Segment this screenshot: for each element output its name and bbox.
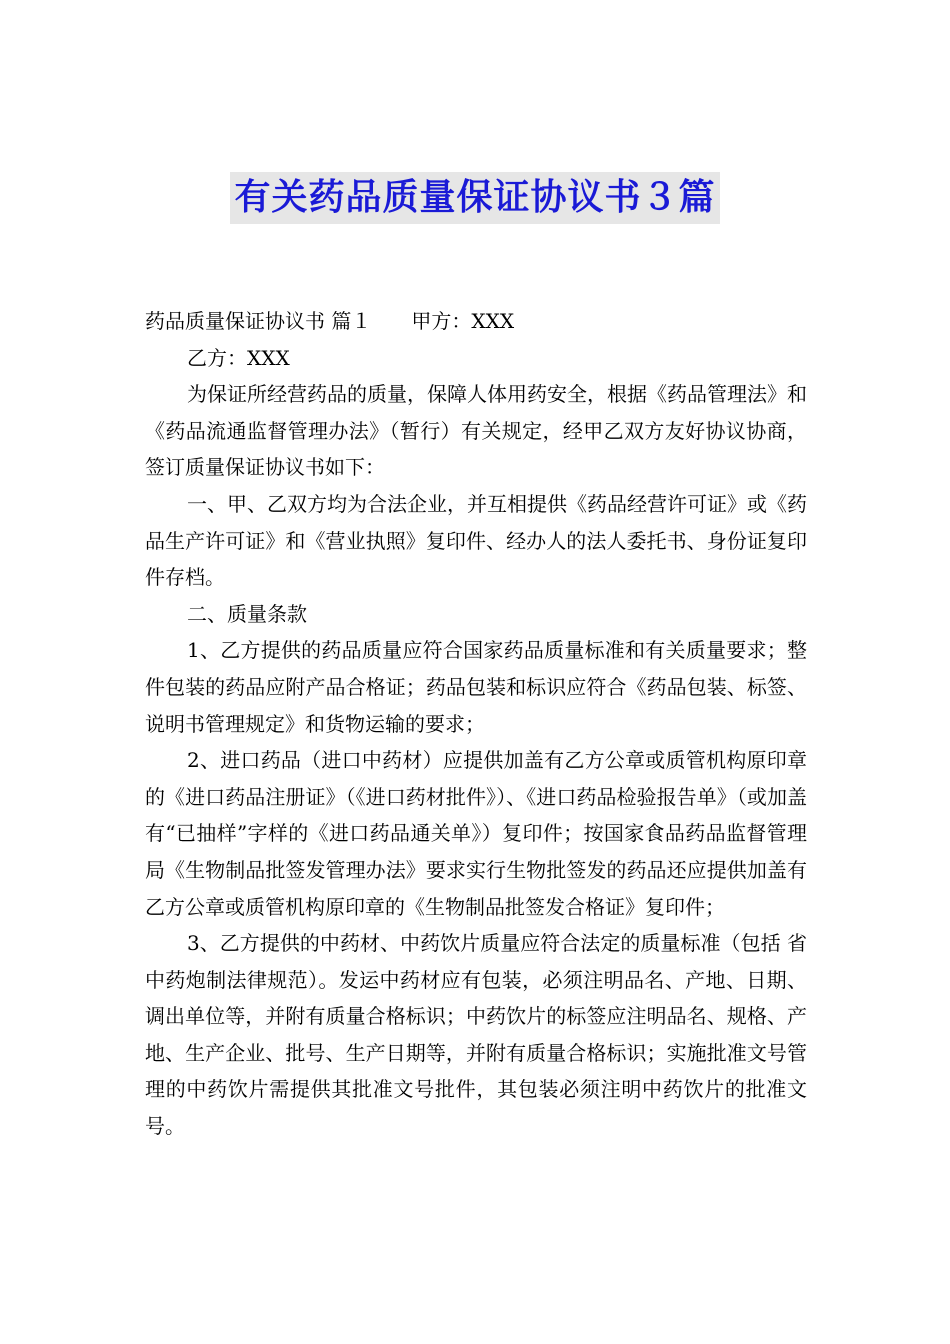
- paragraph-item-2: 2、进口药品（进口中药材）应提供加盖有乙方公章或质管机构原印章的《进口药品注册证》（《进口药材批件》）、《进口药品检验报告单》（或加盖有“已抽样”字样的《进口药品通关单》）复印件；按国家食品药品监督管理局《生物制品批签发管理办法》要求实行生物批签发的药品还应提供加盖有乙方公章或质管机构原印章的《生物制品批签发合格证》复印件；: [145, 748, 807, 919]
- heading-line: [145, 303, 807, 340]
- document-title: 有关药品质量保证协议书３篇: [230, 172, 719, 224]
- paragraph-clause-1: 一、甲、乙双方均为合法企业，并互相提供《药品经营许可证》或《药品生产许可证》和《营业执照》复印件、经办人的法人委托书、身份证复印件存档。: [145, 491, 807, 590]
- paragraph-quality-heading: 二、质量条款: [187, 601, 307, 626]
- party-b: 乙方：XXX: [187, 345, 290, 370]
- paragraph-item-3: 3、乙方提供的中药材、中药饮片质量应符合法定的质量标准（包括 省中药炮制法律规范）。发运中药材应有包装，必须注明品名、产地、日期、调出单位等，并附有质量合格标识；中药饮片的标签应注明品名、规格、产地、生产企业、批号、生产日期等，并附有质量合格标识；实施批准文号管理的中药饮片需提供其批准文号批件，其包装必须注明中药饮片的批准文号。: [145, 931, 807, 1139]
- party-a: 甲方：XXX: [411, 309, 515, 333]
- paragraph-intro: 为保证所经营药品的质量，保障人体用药安全，根据《药品管理法》和《药品流通监督管理办法》（暂行）有关规定，经甲乙双方友好协议协商，签订质量保证协议书如下：: [145, 382, 807, 480]
- title-block: [0, 172, 950, 224]
- section-heading: 药品质量保证协议书 篇１: [145, 309, 372, 333]
- document-body: [145, 303, 807, 1145]
- paragraph-item-1: 1、乙方提供的药品质量应符合国家药品质量标准和有关质量要求；整件包装的药品应附产品合格证；药品包装和标识应符合《药品包装、标签、说明书管理规定》和货物运输的要求；: [145, 638, 807, 736]
